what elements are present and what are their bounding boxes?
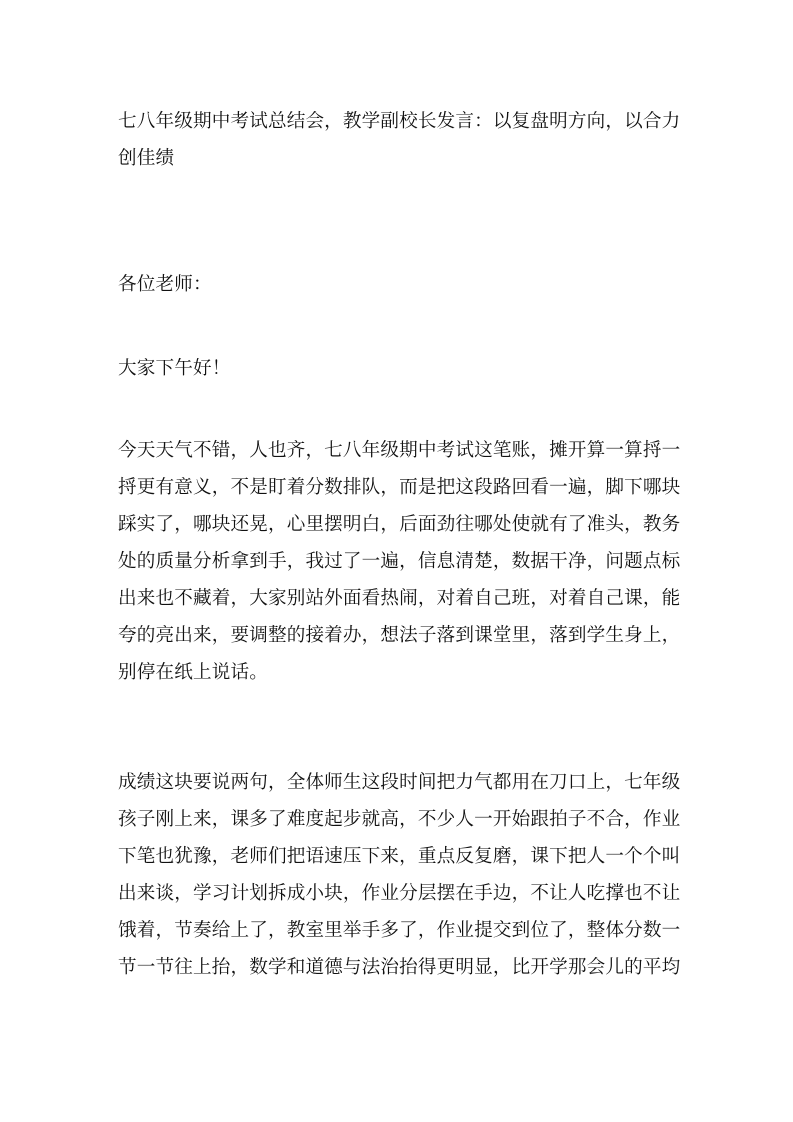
paragraph-line: 节一节往上抬，数学和道德与法治抬得更明显，比开学那会儿的平均 [118, 957, 681, 978]
paragraph-line: 孩子刚上来，课多了难度起步就高，不少人一开始跟拍子不合，作业 [118, 809, 681, 830]
greeting-text: 大家下午好！ [118, 358, 231, 379]
paragraph-line: 捋更有意义，不是盯着分数排队，而是把这段路回看一遍，脚下哪块 [118, 477, 681, 498]
paragraph-line: 今天天气不错，人也齐，七八年级期中考试这笔账，摊开算一算捋一 [118, 440, 681, 461]
paragraph-line: 下笔也犹豫，老师们把语速压下来，重点反复磨，课下把人一个个叫 [118, 846, 681, 867]
greeting [118, 350, 678, 387]
paragraph-line: 饿着，节奏给上了，教室里举手多了，作业提交到位了，整体分数一 [118, 920, 681, 941]
paragraph-line: 夸的亮出来，要调整的接着办，想法子落到课堂里，落到学生身上， [118, 625, 681, 646]
paragraph-line: 成绩这块要说两句，全体师生这段时间把力气都用在刀口上，七年级 [118, 772, 681, 793]
paragraph-1 [118, 432, 681, 691]
paragraph-line: 踩实了，哪块还晃，心里摆明白，后面劲往哪处使就有了准头，教务 [118, 514, 681, 535]
paragraph-line: 出来谈，学习计划拆成小块，作业分层摆在手边，不让人吃撑也不让 [118, 883, 681, 904]
paragraph-line: 处的质量分析拿到手，我过了一遍，信息清楚，数据干净，问题点标 [118, 551, 681, 572]
title-line-1: 七八年级期中考试总结会，教学副校长发言：以复盘明方向，以合力 [118, 111, 681, 132]
document-title [118, 103, 681, 177]
paragraph-line: 别停在纸上说话。 [118, 662, 268, 683]
title-line-2: 创佳绩 [118, 148, 175, 169]
paragraph-2 [118, 764, 681, 986]
paragraph-line: 出来也不藏着，大家别站外面看热闹，对着自己班，对着自己课，能 [118, 588, 681, 609]
salutation [118, 266, 678, 303]
salutation-text: 各位老师： [118, 274, 212, 295]
